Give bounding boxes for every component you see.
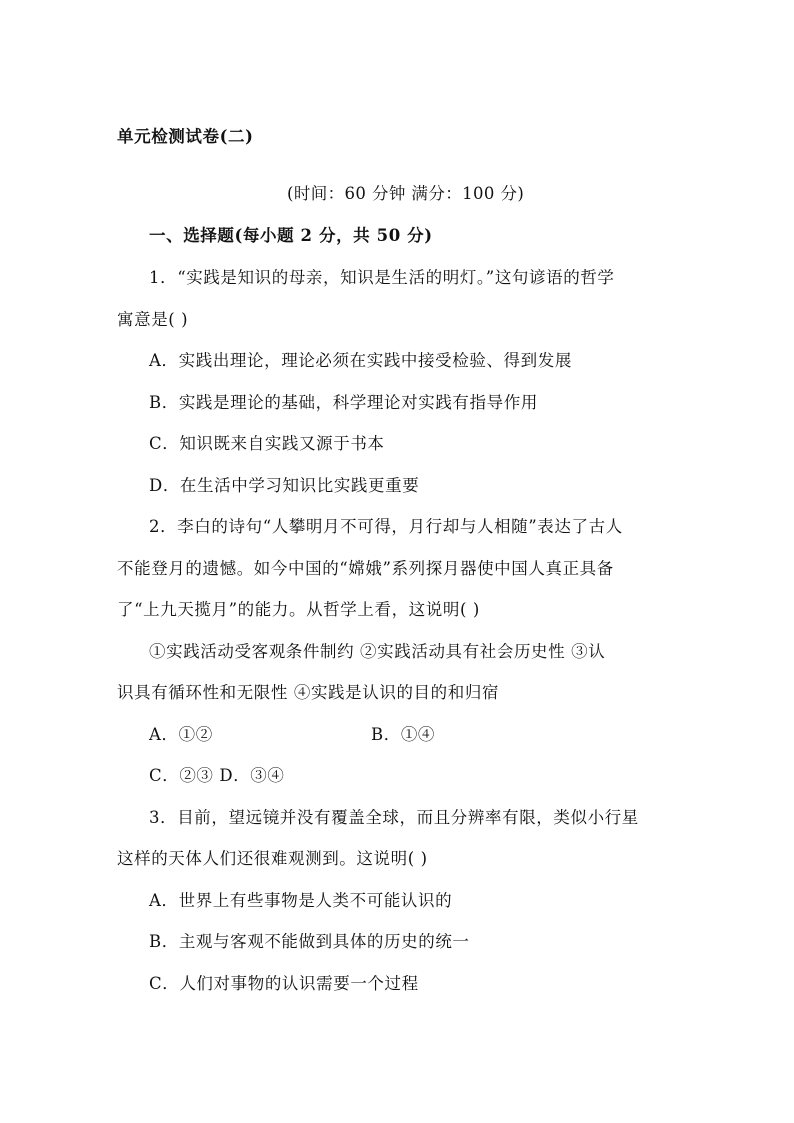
q1-option-d: D．在生活中学习知识比实践更重要 bbox=[149, 476, 420, 495]
q2-items-line-2: 识具有循环性和无限性 ④实践是认识的目的和归宿 bbox=[117, 683, 500, 702]
q3-stem-line-1: 3．目前，望远镜并没有覆盖全球，而且分辨率有限，类似小行星 bbox=[149, 808, 639, 827]
q2-stem-line-3: 了“上九天揽月”的能力。从哲学上看，这说明( ) bbox=[117, 600, 480, 619]
q2-option-a: A．①② bbox=[149, 725, 213, 744]
q1-option-a: A．实践出理论，理论必须在实践中接受检验、得到发展 bbox=[149, 351, 572, 370]
q1-stem-line-2: 寓意是( ) bbox=[117, 310, 189, 329]
q2-stem-line-1: 2．李白的诗句“人攀明月不可得，月行却与人相随”表达了古人 bbox=[149, 517, 623, 536]
section-heading: 一、选择题(每小题 2 分，共 50 分) bbox=[149, 226, 433, 245]
q1-option-c: C．知识既来自实践又源于书本 bbox=[149, 434, 385, 453]
q1-stem-line-1: 1．“实践是知识的母亲，知识是生活的明灯。”这句谚语的哲学 bbox=[149, 268, 615, 287]
q2-option-b: B．①④ bbox=[371, 725, 436, 744]
q3-option-c: C．人们对事物的认识需要一个过程 bbox=[149, 974, 419, 993]
q2-items-line-1: ①实践活动受客观条件制约 ②实践活动具有社会历史性 ③认 bbox=[149, 642, 606, 661]
q3-stem-line-2: 这样的天体人们还很难观测到。这说明( ) bbox=[117, 849, 428, 868]
q3-option-b: B．主观与客观不能做到具体的历史的统一 bbox=[149, 932, 470, 951]
page-title: 单元检测试卷(二) bbox=[117, 127, 254, 146]
q3-option-a: A．世界上有些事物是人类不可能认识的 bbox=[149, 891, 453, 910]
q2-option-c-d: C．②③ D．③④ bbox=[149, 766, 285, 785]
q2-stem-line-2: 不能登月的遗憾。如今中国的“嫦娥”系列探月器使中国人真正具备 bbox=[117, 559, 614, 578]
q1-option-b: B．实践是理论的基础，科学理论对实践有指导作用 bbox=[149, 393, 538, 412]
exam-meta: (时间：60 分钟 满分：100 分) bbox=[287, 184, 525, 203]
